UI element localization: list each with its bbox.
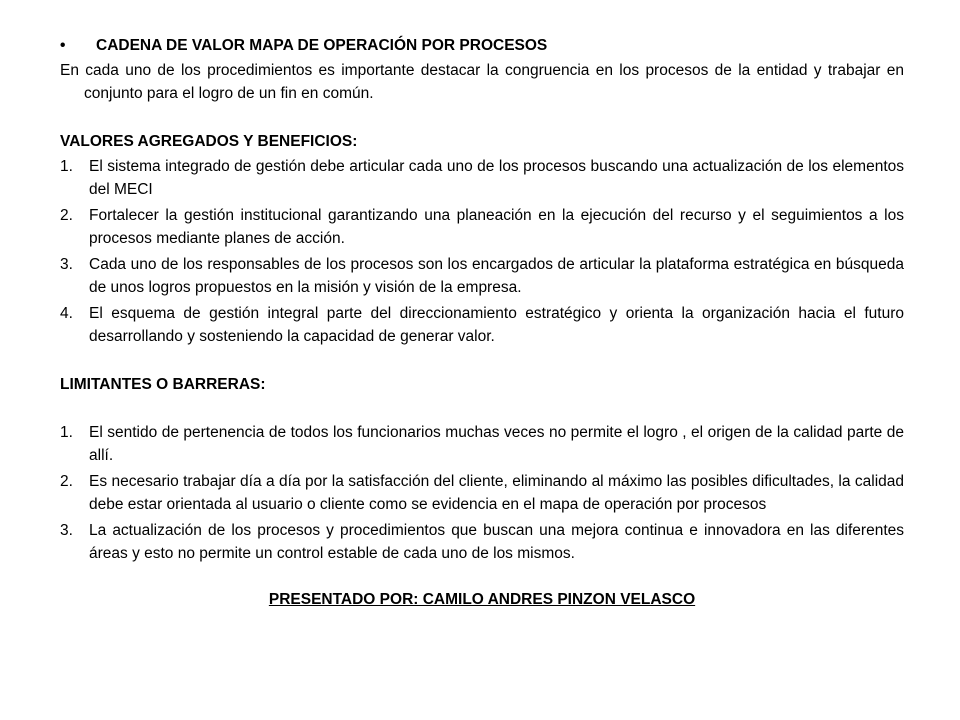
author-credit: PRESENTADO POR: CAMILO ANDRES PINZON VELASCO [268,591,696,608]
item-text: Cada uno de los responsables de los procesos son los encargados de articular la plataforma estratégica en búsqueda de unos logros propuestos en la misión y visión de la empresa. [89,256,904,296]
slide-content [60,34,904,611]
item-number: 1. [60,158,73,175]
intro-paragraph: En cada uno de los procedimientos es importante destacar la congruencia en los procesos de la entidad y trabajar en conjunto para el logro de un fin en común. [60,62,904,102]
list-item [60,302,904,348]
item-number: 4. [60,305,73,322]
item-text: El esquema de gestión integral parte del direccionamiento estratégico y orienta la organización hacia el futuro desarrollando y sosteniendo la capacidad de generar valor. [89,305,904,345]
item-number: 3. [60,522,73,539]
item-text: El sistema integrado de gestión debe articular cada uno de los procesos buscando una actualización de los elementos del MECI [89,158,904,198]
item-number: 2. [60,207,73,224]
item-text: Fortalecer la gestión institucional garantizando una planeación en la ejecución del recurso y el seguimientos a los procesos mediante planes de acción. [89,207,904,247]
title-bullet [60,34,904,57]
item-number: 2. [60,473,73,490]
list-item [60,204,904,250]
slide-title: CADENA DE VALOR MAPA DE OPERACIÓN POR PROCESOS [96,37,548,54]
list-item [60,470,904,516]
limits-list [60,421,904,565]
bullet-icon: • [60,37,66,54]
values-list [60,155,904,348]
values-heading: VALORES AGREGADOS Y BENEFICIOS: [60,133,358,150]
list-item [60,253,904,299]
item-number: 3. [60,256,73,273]
item-text: El sentido de pertenencia de todos los funcionarios muchas veces no permite el logro , el origen de la calidad parte de allí. [89,424,904,464]
list-item [60,421,904,467]
list-item [60,519,904,565]
item-text: La actualización de los procesos y procedimientos que buscan una mejora continua e innovadora en las diferentes áreas y esto no permite un control estable de cada uno de los mismos. [89,522,904,562]
item-number: 1. [60,424,73,441]
list-item [60,155,904,201]
limits-heading: LIMITANTES O BARRERAS: [60,376,266,393]
item-text: Es necesario trabajar día a día por la satisfacción del cliente, eliminando al máximo las posibles dificultades, la calidad debe estar orientada al usuario o cliente como se evidencia en el mapa de operación por procesos [89,473,904,513]
